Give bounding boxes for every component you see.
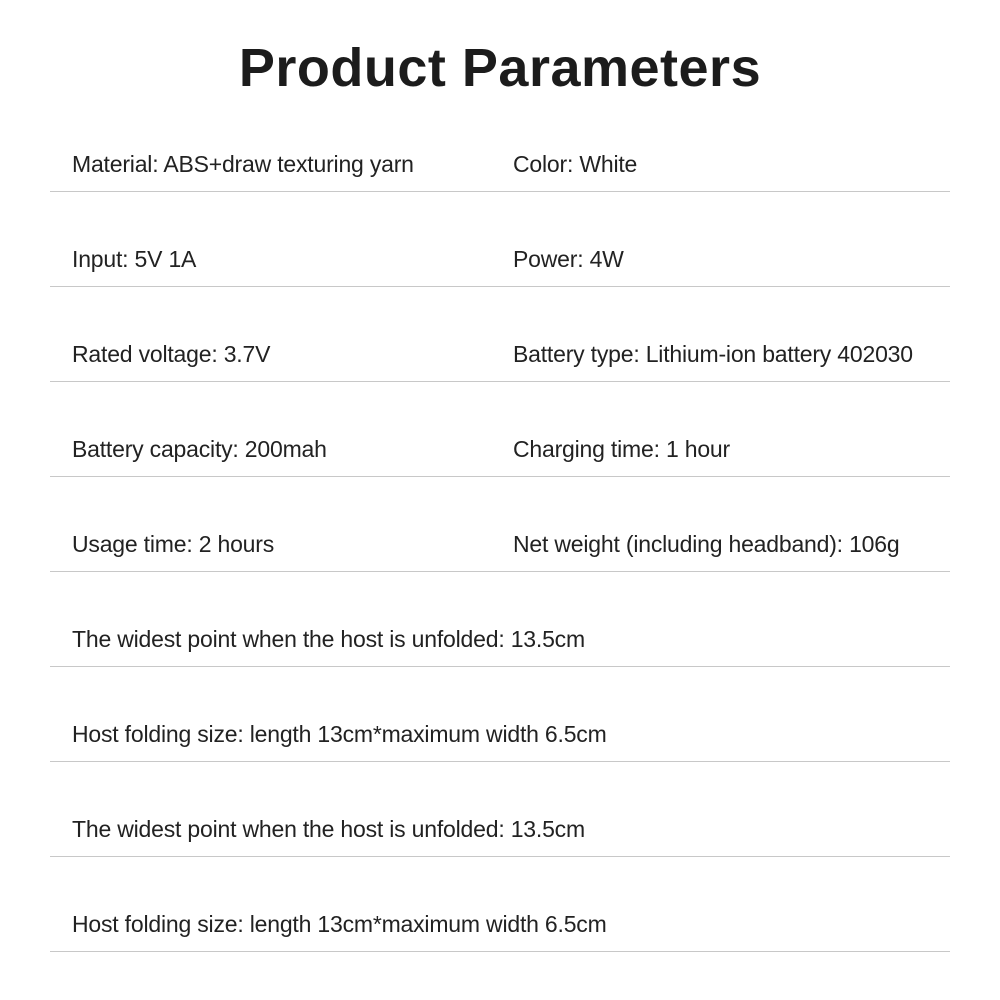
spec-cell-net-weight: Net weight (including headband): 106g — [513, 531, 900, 557]
table-row — [50, 477, 950, 572]
table-row — [50, 857, 950, 952]
spec-cell-material: Material: ABS+draw texturing yarn — [72, 151, 414, 177]
spec-cell-battery-type: Battery type: Lithium-ion battery 402030 — [513, 341, 913, 367]
spec-cell-usage-time: Usage time: 2 hours — [72, 531, 275, 557]
table-row — [50, 382, 950, 477]
table-row — [50, 667, 950, 762]
table-row — [50, 97, 950, 192]
spec-cell-widest-point-2: The widest point when the host is unfolded: 13.5cm — [72, 816, 585, 842]
spec-table — [50, 97, 950, 952]
table-row — [50, 572, 950, 667]
page-title: Product Parameters — [238, 38, 762, 98]
table-row — [50, 287, 950, 382]
spec-cell-input: Input: 5V 1A — [72, 246, 197, 272]
spec-cell-charging-time: Charging time: 1 hour — [513, 436, 730, 462]
spec-cell-widest-point-1: The widest point when the host is unfolded: 13.5cm — [72, 626, 585, 652]
spec-cell-power: Power: 4W — [513, 246, 624, 272]
table-row — [50, 192, 950, 287]
spec-cell-color: Color: White — [513, 151, 638, 177]
spec-cell-battery-capacity: Battery capacity: 200mah — [72, 436, 327, 462]
spec-cell-rated-voltage: Rated voltage: 3.7V — [72, 341, 271, 367]
table-row — [50, 762, 950, 857]
spec-cell-folding-size-1: Host folding size: length 13cm*maximum width 6.5cm — [72, 721, 607, 747]
spec-cell-folding-size-2: Host folding size: length 13cm*maximum width 6.5cm — [72, 911, 607, 937]
